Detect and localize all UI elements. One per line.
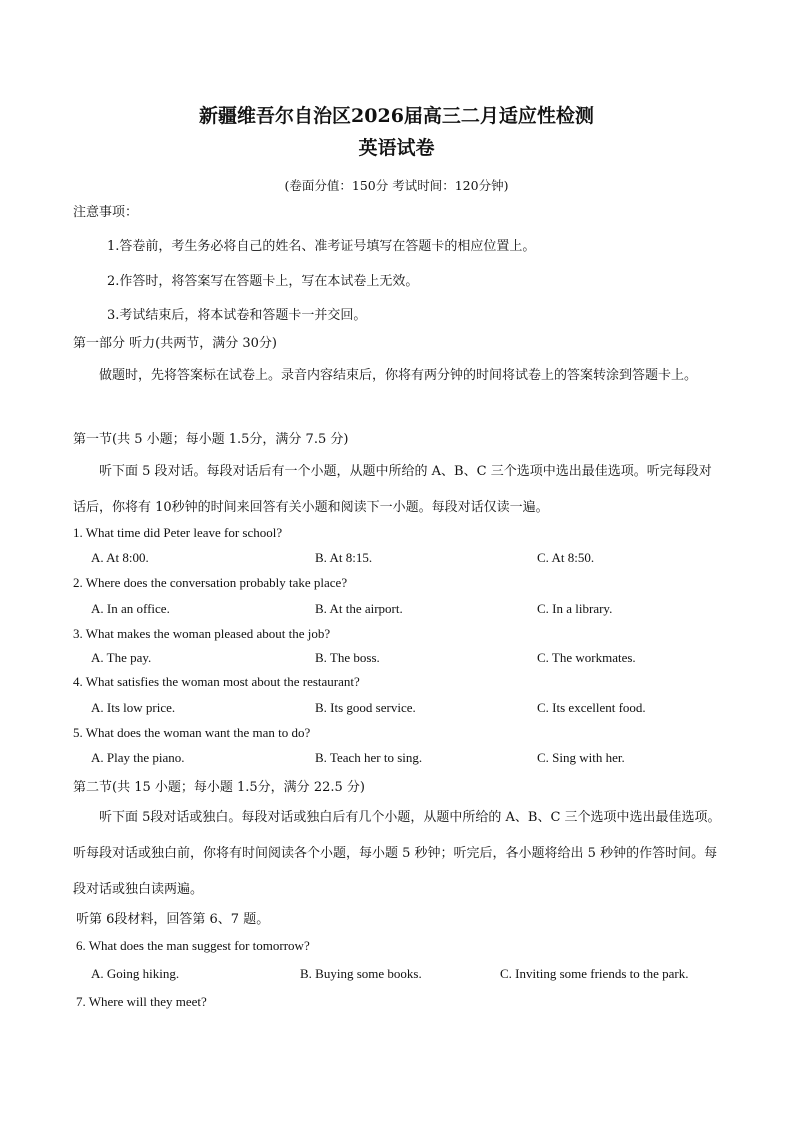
exam-info: (卷面分值：150分 考试时间：120分钟) (284, 178, 509, 193)
question-1: 1. What time did Peter leave for school? (73, 525, 283, 540)
question-2-option-c: C. In a library. (537, 601, 613, 616)
question-5-option-a: A. Play the piano. (91, 750, 185, 765)
question-1-option-a: A. At 8:00. (91, 550, 149, 565)
question-1-option-b: B. At 8:15. (315, 550, 373, 565)
question-2-option-a: A. In an office. (91, 601, 170, 616)
question-5: 5. What does the woman want the man to do? (73, 725, 311, 740)
question-6-option-a: A. Going hiking. (91, 966, 180, 981)
question-5-option-b: B. Teach her to sing. (315, 750, 423, 765)
question-3: 3. What makes the woman pleased about the job? (73, 626, 331, 641)
material-6-label: 听第 6段材料，回答第 6、7 题。 (76, 912, 270, 927)
question-5-option-c: C. Sing with her. (537, 750, 625, 765)
question-3-option-b: B. The boss. (315, 650, 380, 665)
exam-subtitle: 英语试卷 (358, 137, 435, 159)
section1-heading: 第一节(共 5 小题；每小题 1.5分，满分 7.5 分) (73, 432, 349, 447)
question-4-option-a: A. Its low price. (91, 700, 176, 715)
question-6-option-b: B. Buying some books. (300, 966, 422, 981)
question-3-option-c: C. The workmates. (537, 650, 636, 665)
question-4-option-b: B. Its good service. (315, 700, 416, 715)
part1-instruction: 做题时，先将答案标在试卷上。录音内容结束后，你将有两分钟的时间将试卷上的答案转涂到答题卡上。 (99, 368, 698, 383)
question-4-option-c: C. Its excellent food. (537, 700, 646, 715)
section1-instruction: 听下面 5 段对话。每段对话后有一个小题，从题中所给的 A、B、C 三个选项中选出最佳选项。听完每段对话后，你将有 10秒钟的时间来回答有关小题和阅读下一小题。每段对话仅读一遍。 (73, 464, 712, 515)
question-1-option-c: C. At 8:50. (537, 550, 595, 565)
part1-heading: 第一部分 听力(共两节，满分 30分) (73, 336, 277, 351)
notice-item-2: 2.作答时，将答案写在答题卡上，写在本试卷上无效。 (107, 274, 419, 289)
question-2: 2. Where does the conversation probably take place? (73, 575, 348, 590)
section2-heading: 第二节(共 15 小题；每小题 1.5分，满分 22.5 分) (73, 780, 365, 795)
question-3-option-a: A. The pay. (91, 650, 152, 665)
question-2-option-b: B. At the airport. (315, 601, 403, 616)
exam-title: 新疆维吾尔自治区2026届高三二月适应性检测 (199, 105, 594, 127)
notice-heading: 注意事项： (73, 205, 139, 220)
question-7: 7. Where will they meet? (76, 994, 207, 1009)
question-6-option-c: C. Inviting some friends to the park. (500, 966, 689, 981)
question-4: 4. What satisfies the woman most about the restaurant? (73, 674, 360, 689)
notice-item-3: 3.考试结束后，将本试卷和答题卡一并交回。 (107, 308, 367, 323)
question-6: 6. What does the man suggest for tomorrow? (76, 938, 310, 953)
section2-instruction: 听下面 5段对话或独白。每段对话或独白后有几个小题，从题中所给的 A、B、C 三个选项中选出最佳选项。听每段对话或独白前，你将有时间阅读各个小题，每小题 5 秒钟；听完后，各小题将给出 5 秒钟的作答时间。每段对话或独白读两遍。 (73, 810, 721, 897)
notice-item-1: 1.答卷前，考生务必将自己的姓名、准考证号填写在答题卡的相应位置上。 (107, 239, 536, 254)
